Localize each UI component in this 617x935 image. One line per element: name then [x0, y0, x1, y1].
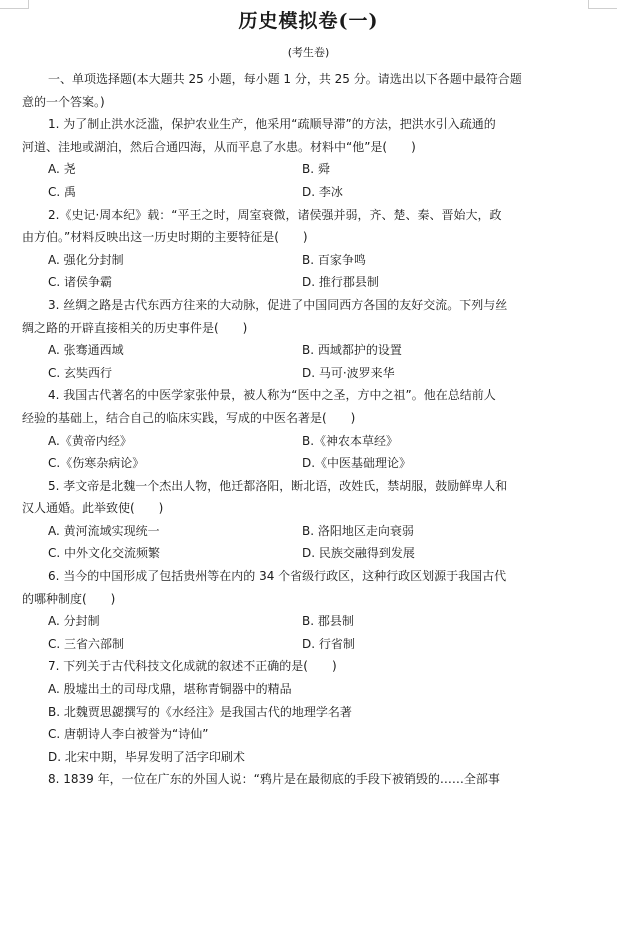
instruction-line: 一、单项选择题(本大题共 25 小题，每小题 1 分，共 25 分。请选出以下各题中最符合题: [48, 72, 522, 86]
option-d: D. 推行郡县制: [302, 275, 379, 290]
option-c: C. 三省六部制: [48, 636, 125, 651]
option-a: A. 张骞通西域: [48, 343, 124, 358]
question-6-stem-cont: 的哪种制度( ): [22, 591, 116, 606]
question-4-options-row: [22, 430, 596, 453]
question-6-options-row: [22, 633, 596, 656]
question-2-stem-cont: 由方伯。”材料反映出这一历史时期的主要特征是( ): [22, 230, 308, 245]
option-c: C. 禹: [48, 184, 77, 199]
option-d: D. 李冰: [302, 184, 343, 199]
option-d: D. 北宋中期，毕昇发明了活字印刷术: [48, 749, 245, 764]
question-2-stem: 2.《史记·周本纪》载：“平王之时，周室衰微，诸侯强并弱，齐、楚、秦、晋始大，政: [48, 207, 502, 222]
option-b: B.《神农本草经》: [302, 433, 399, 448]
question-5-options-row: [22, 520, 596, 543]
question-4-options-row: [22, 452, 596, 475]
option-c: C. 唐朝诗人李白被誉为“诗仙”: [48, 727, 209, 742]
question-8-stem: 8. 1839 年，一位在广东的外国人说：“鸦片是在最彻底的手段下被销毁的……全部事: [48, 772, 500, 787]
question-3-stem-cont: 绸之路的开辟直接相关的历史事件是( ): [22, 320, 248, 335]
instruction-line: 意的一个答案。): [22, 94, 105, 109]
option-b: B. 舜: [302, 162, 330, 177]
question-2-options-row: [22, 271, 596, 294]
option-c: C. 诸侯争霸: [48, 275, 113, 290]
question-3-stem: 3. 丝绸之路是古代东西方往来的大动脉，促进了中国同西方各国的友好交流。下列与丝: [48, 297, 508, 312]
option-c: C. 玄奘西行: [48, 365, 113, 380]
option-b: B. 西域都护的设置: [302, 343, 402, 358]
option-b: B. 郡县制: [302, 614, 354, 629]
exam-content: [22, 68, 596, 791]
option-a: A. 殷墟出土的司母戊鼎，堪称青铜器中的精品: [48, 682, 292, 697]
option-d: D. 行省制: [302, 636, 355, 651]
option-a: A. 分封制: [48, 614, 100, 629]
option-d: D. 马可·波罗来华: [302, 365, 395, 380]
question-5-stem: 5. 孝文帝是北魏一个杰出人物，他迁都洛阳，断北语，改姓氏，禁胡服，鼓励鲜卑人和: [48, 478, 508, 493]
option-a: A. 黄河流域实现统一: [48, 523, 160, 538]
question-1-options-row: [22, 181, 596, 204]
question-6-options-row: [22, 610, 596, 633]
page-title: 历史模拟卷(一): [238, 10, 379, 32]
question-4-stem-cont: 经验的基础上，结合自己的临床实践，写成的中医名著是( ): [22, 410, 356, 425]
question-1-stem-cont: 河道、洼地或湖泊，然后合通四海，从而平息了水患。材料中“他”是( ): [22, 139, 416, 154]
option-c: C.《伤寒杂病论》: [48, 456, 145, 471]
question-1-options-row: [22, 158, 596, 181]
question-5-stem-cont: 汉人通婚。此举致使( ): [22, 501, 164, 516]
option-d: D.《中医基础理论》: [302, 456, 412, 471]
option-b: B. 北魏贾思勰撰写的《水经注》是我国古代的地理学名著: [48, 704, 352, 719]
question-5-options-row: [22, 542, 596, 565]
option-a: A. 尧: [48, 162, 76, 177]
option-a: A. 强化分封制: [48, 252, 124, 267]
option-b: B. 百家争鸣: [302, 252, 366, 267]
question-4-stem: 4. 我国古代著名的中医学家张仲景，被人称为“医中之圣，方中之祖”。他在总结前人: [48, 388, 496, 403]
option-a: A.《黄帝内经》: [48, 433, 132, 448]
question-2-options-row: [22, 249, 596, 272]
option-b: B. 洛阳地区走向衰弱: [302, 523, 414, 538]
question-6-stem: 6. 当今的中国形成了包括贵州等在内的 34 个省级行政区，这种行政区划源于我国古代: [48, 569, 507, 584]
question-1-stem: 1. 为了制止洪水泛滥，保护农业生产，他采用“疏顺导滞”的方法，把洪水引入疏通的: [48, 117, 496, 132]
option-d: D. 民族交融得到发展: [302, 546, 415, 561]
question-3-options-row: [22, 339, 596, 362]
option-c: C. 中外文化交流频繁: [48, 546, 161, 561]
question-3-options-row: [22, 362, 596, 385]
page-subtitle: (考生卷): [287, 46, 330, 59]
question-7-stem: 7. 下列关于古代科技文化成就的叙述不正确的是( ): [48, 659, 337, 674]
